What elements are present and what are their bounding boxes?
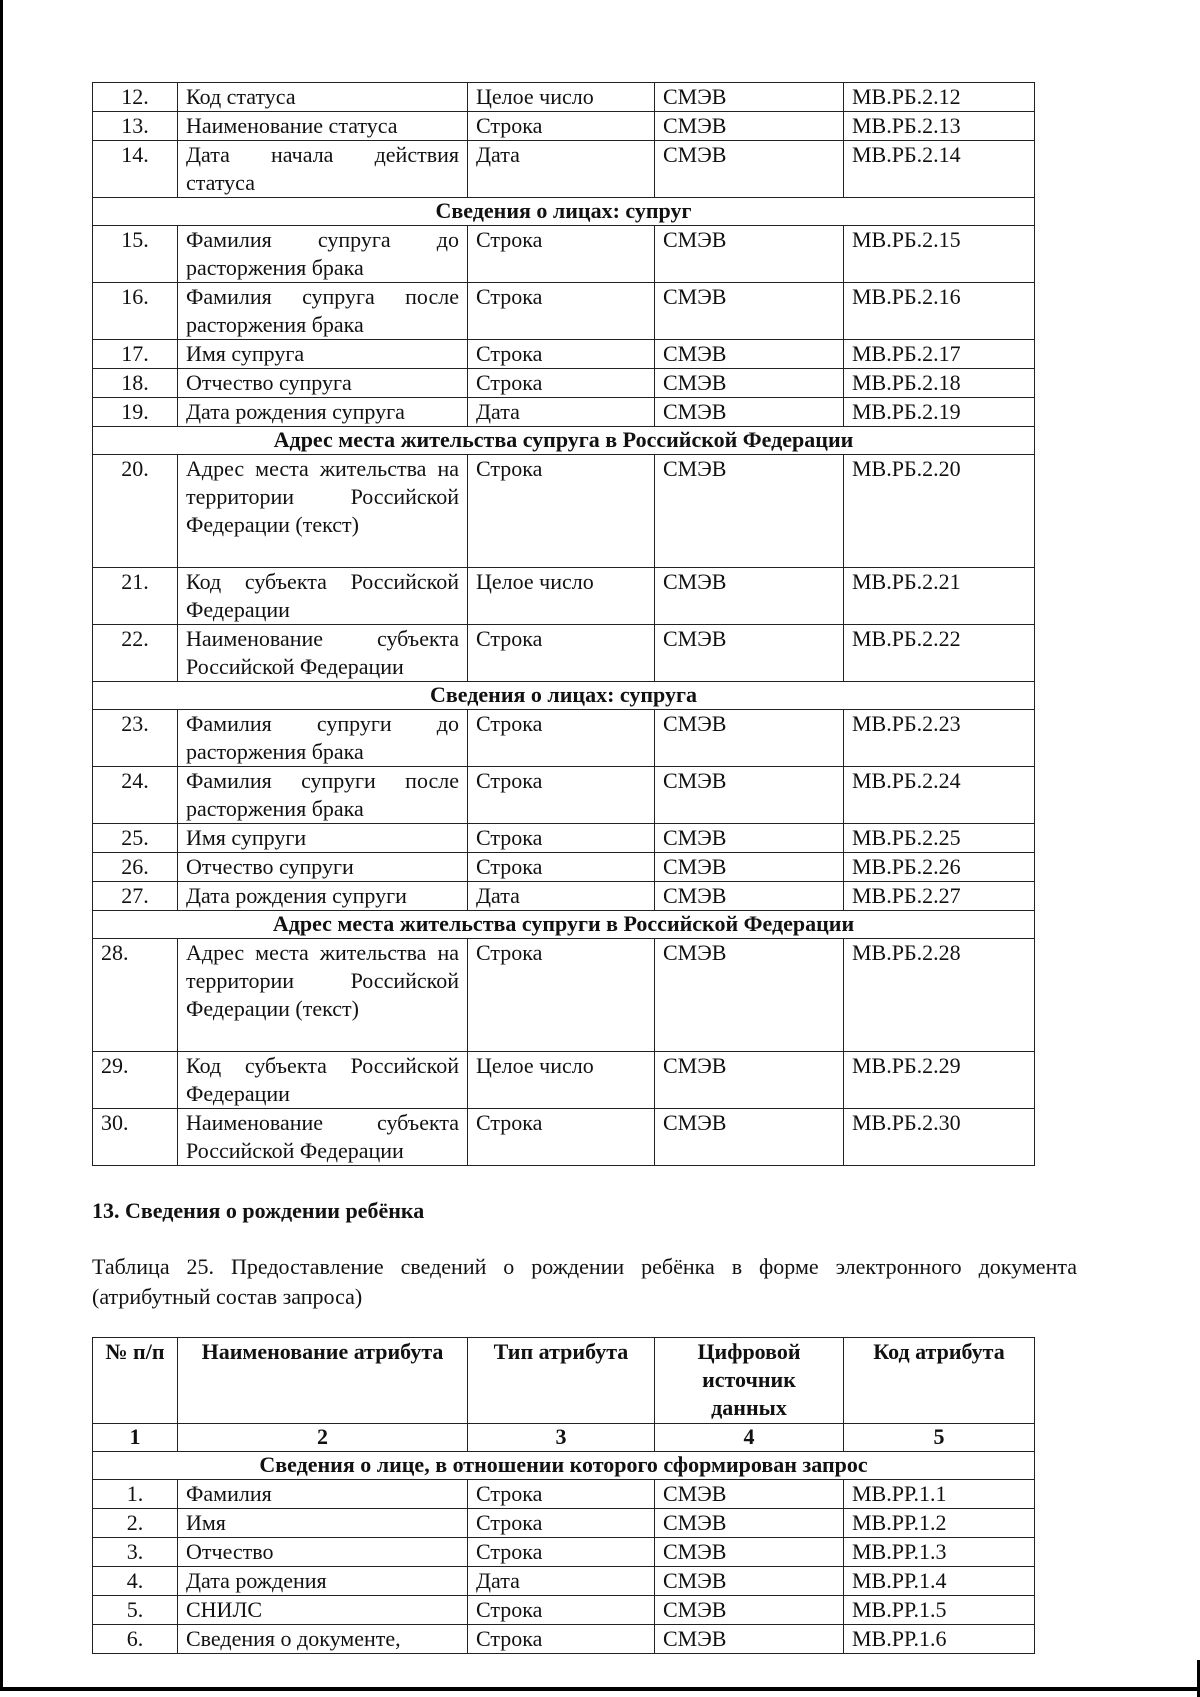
row-number: 19. (93, 398, 178, 427)
attribute-code: МВ.РБ.2.20 (844, 455, 1035, 568)
attribute-code: МВ.РБ.2.12 (844, 83, 1035, 112)
data-source: СМЭВ (655, 882, 844, 911)
section-row (93, 911, 1035, 939)
table-row (93, 283, 1035, 340)
table-row (93, 112, 1035, 141)
row-number: 1. (93, 1480, 178, 1509)
attribute-type: Целое число (468, 83, 655, 112)
attribute-name: Код субъекта Российской Федерации (178, 1052, 468, 1109)
table-row (93, 824, 1035, 853)
row-number: 12. (93, 83, 178, 112)
attribute-type: Строка (468, 1509, 655, 1538)
table-row (93, 1567, 1035, 1596)
table-row (93, 939, 1035, 1052)
table-row (93, 1052, 1035, 1109)
attribute-code: МВ.РБ.2.13 (844, 112, 1035, 141)
attributes-table-continued (92, 82, 1035, 1166)
row-number: 20. (93, 455, 178, 568)
attribute-code: МВ.РБ.2.26 (844, 853, 1035, 882)
attribute-type: Строка (468, 1596, 655, 1625)
attribute-code: МВ.РБ.2.21 (844, 568, 1035, 625)
table-header-row (93, 1338, 1035, 1424)
table-row (93, 710, 1035, 767)
attribute-name: Наименование субъекта Российской Федерации (178, 1109, 468, 1166)
attribute-name: Наименование статуса (178, 112, 468, 141)
attribute-code: МВ.РБ.2.14 (844, 141, 1035, 198)
attribute-type: Строка (468, 1109, 655, 1166)
column-number: 4 (655, 1424, 844, 1452)
attribute-name: Фамилия супруга после расторжения брака (178, 283, 468, 340)
attribute-name: Имя супруга (178, 340, 468, 369)
row-number: 16. (93, 283, 178, 340)
table-row (93, 1509, 1035, 1538)
attribute-type: Строка (468, 939, 655, 1052)
data-source: СМЭВ (655, 939, 844, 1052)
attribute-code: МВ.РБ.2.16 (844, 283, 1035, 340)
table-row (93, 568, 1035, 625)
table-row (93, 882, 1035, 911)
table-row (93, 455, 1035, 568)
attribute-type: Строка (468, 767, 655, 824)
section-row (93, 682, 1035, 710)
attribute-name: Фамилия супруга до расторжения брака (178, 226, 468, 283)
attribute-code: МВ.РБ.2.23 (844, 710, 1035, 767)
attribute-type: Строка (468, 1538, 655, 1567)
attribute-type: Дата (468, 398, 655, 427)
attribute-code: МВ.РБ.2.15 (844, 226, 1035, 283)
attribute-code: МВ.РБ.2.22 (844, 625, 1035, 682)
attribute-name: Отчество супруги (178, 853, 468, 882)
attribute-type: Дата (468, 141, 655, 198)
attribute-name: Адрес места жительства на территории Российской Федерации (текст) (178, 939, 468, 1052)
column-number: 2 (178, 1424, 468, 1452)
header-type: Тип атрибута (468, 1338, 655, 1424)
data-source: СМЭВ (655, 767, 844, 824)
birth-request-attributes-table (92, 1337, 1035, 1654)
page-frame-bottom (0, 1687, 1200, 1691)
attribute-code: МВ.РБ.2.30 (844, 1109, 1035, 1166)
data-source: СМЭВ (655, 1567, 844, 1596)
header-name: Наименование атрибута (178, 1338, 468, 1424)
table-row (93, 1480, 1035, 1509)
attribute-name: Фамилия (178, 1480, 468, 1509)
table-row (93, 625, 1035, 682)
attribute-type: Строка (468, 369, 655, 398)
data-source: СМЭВ (655, 1509, 844, 1538)
data-source: СМЭВ (655, 226, 844, 283)
data-source: СМЭВ (655, 340, 844, 369)
table-row (93, 1538, 1035, 1567)
row-number: 4. (93, 1567, 178, 1596)
row-number: 23. (93, 710, 178, 767)
attribute-name: Дата рождения супруги (178, 882, 468, 911)
attribute-code: МВ.РБ.2.18 (844, 369, 1035, 398)
attribute-name: Сведения о документе, (178, 1625, 468, 1654)
column-number: 5 (844, 1424, 1035, 1452)
data-source: СМЭВ (655, 710, 844, 767)
data-source: СМЭВ (655, 455, 844, 568)
attribute-name: Фамилия супруги до расторжения брака (178, 710, 468, 767)
page-frame-left (0, 0, 3, 1690)
attribute-code: МВ.РР.1.2 (844, 1509, 1035, 1538)
data-source: СМЭВ (655, 1596, 844, 1625)
row-number: 14. (93, 141, 178, 198)
row-number: 29. (93, 1052, 178, 1109)
row-number: 5. (93, 1596, 178, 1625)
section-heading: 13. Сведения о рождении ребёнка (92, 1198, 425, 1223)
attribute-type: Строка (468, 1480, 655, 1509)
section-title: Сведения о лицах: супруг (93, 198, 1035, 226)
table1-body (93, 83, 1035, 1166)
data-source: СМЭВ (655, 1625, 844, 1654)
table-caption: Таблица 25. Предоставление сведений о рождении ребёнка в форме электронного документа (атрибутный состав запроса) (92, 1254, 1077, 1309)
attribute-name: Дата начала действия статуса (178, 141, 468, 198)
attribute-code: МВ.РР.1.5 (844, 1596, 1035, 1625)
data-source: СМЭВ (655, 398, 844, 427)
data-source: СМЭВ (655, 83, 844, 112)
attribute-type: Строка (468, 1625, 655, 1654)
table-row (93, 141, 1035, 198)
data-source: СМЭВ (655, 625, 844, 682)
attribute-name: Дата рождения супруга (178, 398, 468, 427)
data-source: СМЭВ (655, 1109, 844, 1166)
attribute-code: МВ.РР.1.1 (844, 1480, 1035, 1509)
attribute-type: Строка (468, 853, 655, 882)
header-code: Код атрибута (844, 1338, 1035, 1424)
table-row (93, 853, 1035, 882)
attribute-type: Целое число (468, 1052, 655, 1109)
attribute-type: Дата (468, 1567, 655, 1596)
attribute-code: МВ.РБ.2.19 (844, 398, 1035, 427)
attribute-code: МВ.РБ.2.24 (844, 767, 1035, 824)
data-source: СМЭВ (655, 853, 844, 882)
table-row (93, 226, 1035, 283)
attribute-name: СНИЛС (178, 1596, 468, 1625)
row-number: 27. (93, 882, 178, 911)
table-row (93, 369, 1035, 398)
attribute-type: Целое число (468, 568, 655, 625)
table-row (93, 1625, 1035, 1654)
attribute-code: МВ.РР.1.3 (844, 1538, 1035, 1567)
row-number: 3. (93, 1538, 178, 1567)
data-source: СМЭВ (655, 1480, 844, 1509)
row-number: 24. (93, 767, 178, 824)
row-number: 21. (93, 568, 178, 625)
attribute-type: Строка (468, 625, 655, 682)
data-source: СМЭВ (655, 141, 844, 198)
section-title: Сведения о лицах: супруга (93, 682, 1035, 710)
attribute-type: Строка (468, 455, 655, 568)
column-numbers-row (93, 1424, 1035, 1452)
data-source: СМЭВ (655, 369, 844, 398)
row-number: 26. (93, 853, 178, 882)
attribute-name: Адрес места жительства на территории Российской Федерации (текст) (178, 455, 468, 568)
row-number: 17. (93, 340, 178, 369)
attribute-type: Дата (468, 882, 655, 911)
attribute-name: Наименование субъекта Российской Федерации (178, 625, 468, 682)
section-title: Адрес места жительства супруги в Российской Федерации (93, 911, 1035, 939)
row-number: 2. (93, 1509, 178, 1538)
attribute-name: Имя (178, 1509, 468, 1538)
attribute-code: МВ.РР.1.4 (844, 1567, 1035, 1596)
attribute-name: Код субъекта Российской Федерации (178, 568, 468, 625)
row-number: 6. (93, 1625, 178, 1654)
table-row (93, 1596, 1035, 1625)
attribute-code: МВ.РР.1.6 (844, 1625, 1035, 1654)
row-number: 18. (93, 369, 178, 398)
attribute-name: Имя супруги (178, 824, 468, 853)
data-source: СМЭВ (655, 112, 844, 141)
attribute-code: МВ.РБ.2.29 (844, 1052, 1035, 1109)
table-row (93, 1109, 1035, 1166)
section-row (93, 198, 1035, 226)
section-title: Адрес места жительства супруга в Российской Федерации (93, 427, 1035, 455)
data-source: СМЭВ (655, 283, 844, 340)
section-title: Сведения о лице, в отношении которого сформирован запрос (93, 1452, 1035, 1480)
row-number: 13. (93, 112, 178, 141)
row-number: 30. (93, 1109, 178, 1166)
attribute-type: Строка (468, 710, 655, 767)
attribute-name: Код статуса (178, 83, 468, 112)
table-row (93, 340, 1035, 369)
column-number: 3 (468, 1424, 655, 1452)
attribute-type: Строка (468, 283, 655, 340)
attribute-name: Фамилия супруги после расторжения брака (178, 767, 468, 824)
attribute-type: Строка (468, 340, 655, 369)
attribute-type: Строка (468, 112, 655, 141)
data-source: СМЭВ (655, 1538, 844, 1567)
section-row (93, 1452, 1035, 1480)
attribute-type: Строка (468, 824, 655, 853)
data-source: СМЭВ (655, 824, 844, 853)
section-row (93, 427, 1035, 455)
data-source: СМЭВ (655, 1052, 844, 1109)
attribute-code: МВ.РБ.2.17 (844, 340, 1035, 369)
table-row (93, 398, 1035, 427)
attribute-name: Отчество (178, 1538, 468, 1567)
header-num: № п/п (93, 1338, 178, 1424)
row-number: 28. (93, 939, 178, 1052)
attribute-name: Отчество супруга (178, 369, 468, 398)
row-number: 15. (93, 226, 178, 283)
column-number: 1 (93, 1424, 178, 1452)
attribute-type: Строка (468, 226, 655, 283)
table-row (93, 83, 1035, 112)
header-source: Цифровой источник данных (655, 1338, 844, 1424)
attribute-name: Дата рождения (178, 1567, 468, 1596)
row-number: 25. (93, 824, 178, 853)
table-row (93, 767, 1035, 824)
data-source: СМЭВ (655, 568, 844, 625)
attribute-code: МВ.РБ.2.27 (844, 882, 1035, 911)
attribute-code: МВ.РБ.2.25 (844, 824, 1035, 853)
table2-body (93, 1452, 1035, 1654)
attribute-code: МВ.РБ.2.28 (844, 939, 1035, 1052)
row-number: 22. (93, 625, 178, 682)
